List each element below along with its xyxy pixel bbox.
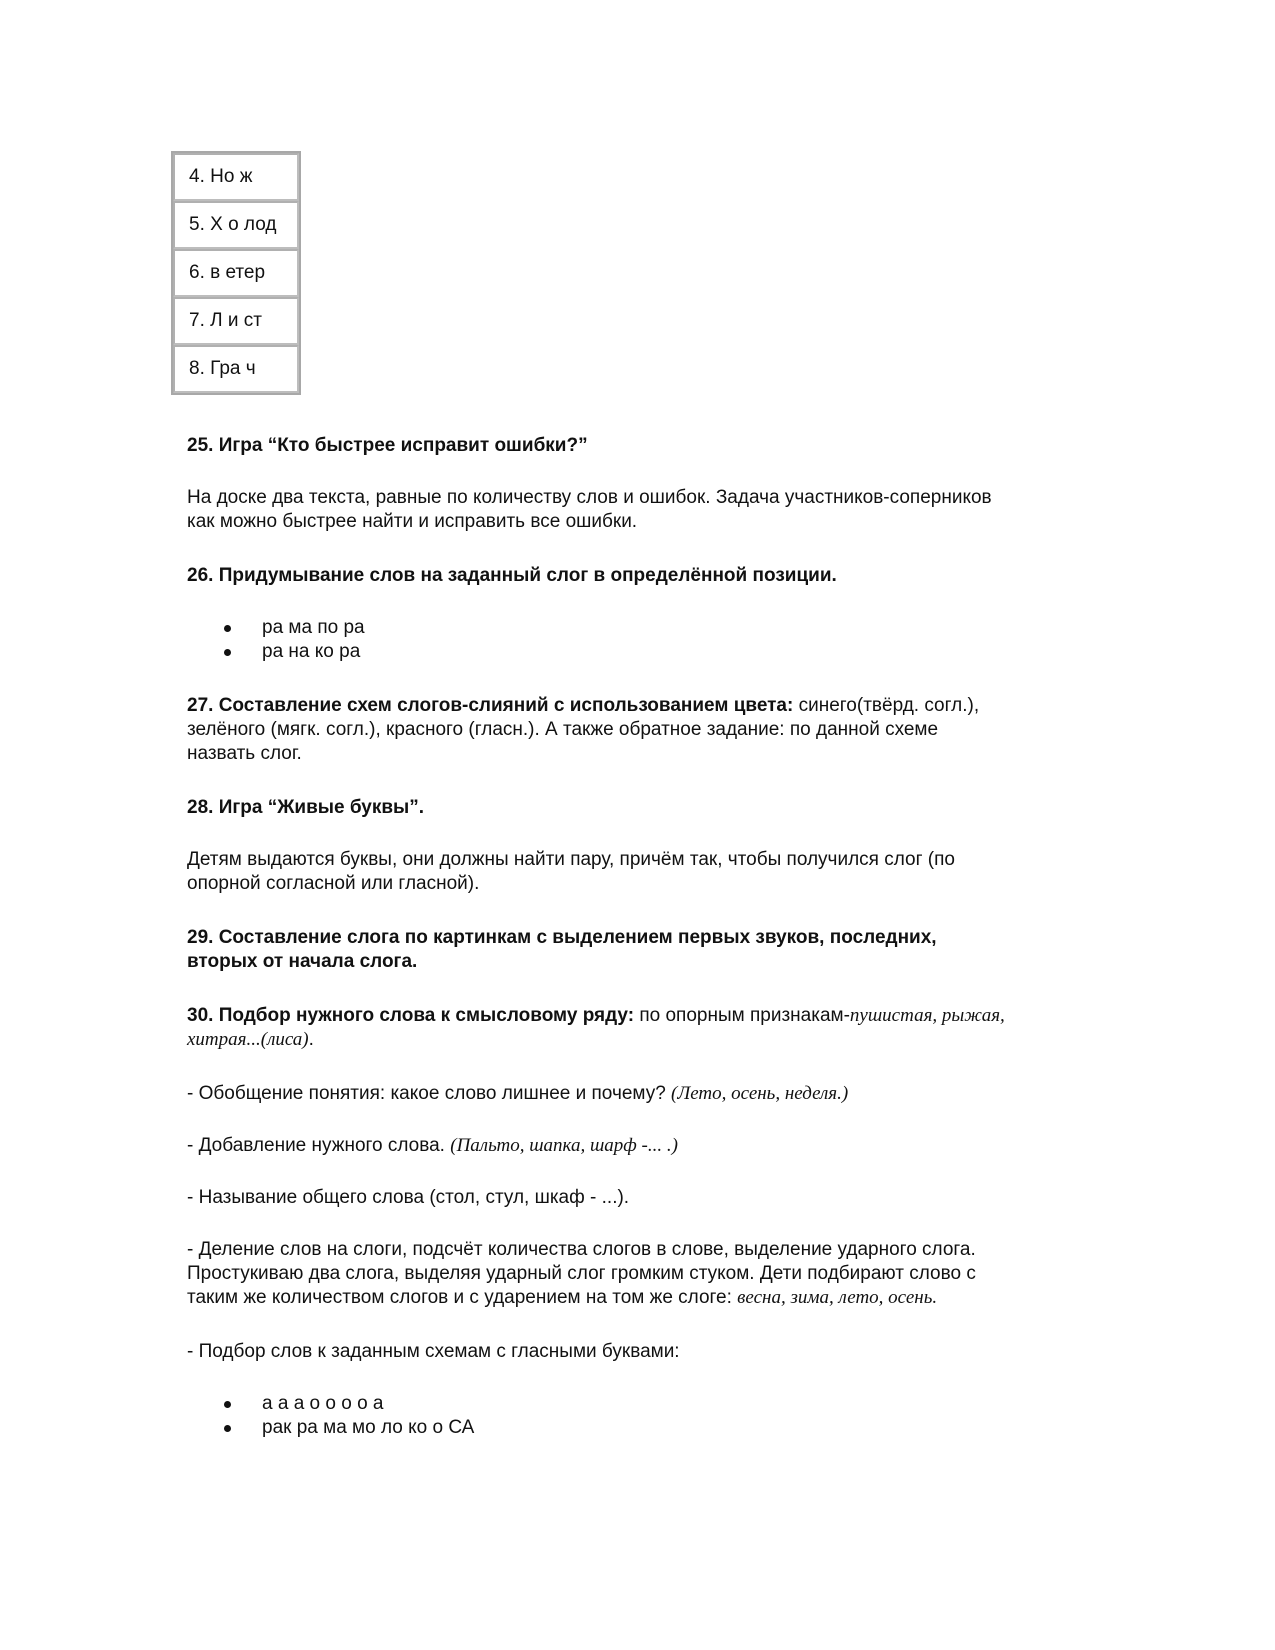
table-cell: 5. Х о лод [173,201,299,249]
bullet-icon [224,625,231,632]
section-26-list [187,616,365,664]
table-cell: 8. Гра ч [173,345,299,393]
section-29-title: 29. Составление слога по картинкам с выделением первых звуков, последних, вторых от начала слога. [187,927,937,972]
section-28-title: 28. Игра “Живые буквы”. [187,797,425,818]
general-word-paragraph: - Называние общего слова (стол, стул, шкаф - ...). [187,1187,630,1208]
vowel-scheme-paragraph: - Подбор слов к заданным схемам с гласными буквами: [187,1341,680,1362]
words-table [171,151,301,395]
list-item: а а а о о о о а [187,1392,474,1416]
list-item: ра на ко ра [187,640,365,664]
table-row [173,249,299,297]
bullet-icon [224,1401,231,1408]
table-row [173,297,299,345]
table-row [173,345,299,393]
table-cell: 7. Л и ст [173,297,299,345]
bullet-icon [224,1425,231,1432]
list-item: рак ра ма мо ло ко о СА [187,1416,474,1440]
table-row [173,153,299,201]
section-27: 27. Составление схем слогов-слияний с использованием цвета: синего(твёрд. согл.), зелёного (мягк. согл.), красного (гласн.). А также обратное задание: по данной схеме назвать слог. [187,695,980,764]
syllable-division-paragraph: - Деление слов на слоги, подсчёт количества слогов в слове, выделение ударного слога. Простукиваю два слога, выделяя ударный слог громким стуком. Дети подбирают слово с таким же количеством слогов и с ударением на том же слоге: весна, зима, лето, осень. [187,1239,976,1308]
table-cell: 6. в етер [173,249,299,297]
table-cell: 4. Но ж [173,153,299,201]
section-25-text: На доске два текста, равные по количеству слов и ошибок. Задача участников-соперников как можно быстрее найти и исправить все ошибки. [187,487,992,532]
list-item: ра ма по ра [187,616,365,640]
section-27-title: 27. Составление схем слогов-слияний с использованием цвета: [187,695,794,716]
section-26-title: 26. Придумывание слов на заданный слог в определённой позиции. [187,565,837,586]
table-row [173,201,299,249]
section-25-title: 25. Игра “Кто быстрее исправит ошибки?” [187,435,588,456]
add-word-paragraph: - Добавление нужного слова. (Пальто, шапка, шарф -... .) [187,1135,678,1156]
section-28-text: Детям выдаются буквы, они должны найти пару, причём так, чтобы получился слог (по опорной согласной или гласной). [187,849,955,894]
generalization-paragraph: - Обобщение понятия: какое слово лишнее и почему? (Лето, осень, неделя.) [187,1083,849,1104]
bullet-icon [224,649,231,656]
section-30: 30. Подбор нужного слова к смысловому ряду: по опорным признакам-пушистая, рыжая, хитрая...(лиса). [187,1005,1005,1050]
vowel-scheme-list [187,1392,474,1440]
section-30-title: 30. Подбор нужного слова к смысловому ряду: [187,1005,635,1026]
